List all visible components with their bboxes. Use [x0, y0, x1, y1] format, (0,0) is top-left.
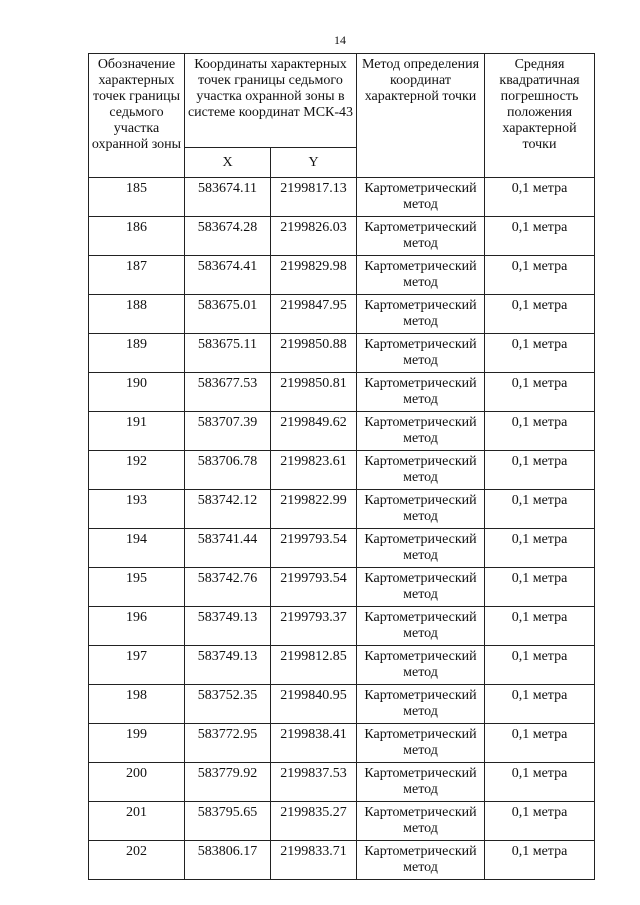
page-number: 14 [334, 33, 346, 47]
accuracy-cell: 0,1 метра [485, 607, 595, 646]
table-row [89, 373, 595, 412]
table-row [89, 295, 595, 334]
y-cell: 2199847.95 [271, 295, 357, 334]
point-id-cell: 197 [89, 646, 185, 685]
table-row [89, 568, 595, 607]
y-cell: 2199850.81 [271, 373, 357, 412]
method-cell: Картометрический метод [357, 607, 485, 646]
method-cell: Картометрический метод [357, 334, 485, 373]
x-cell: 583675.01 [185, 295, 271, 334]
point-id-cell: 189 [89, 334, 185, 373]
table-row [89, 256, 595, 295]
point-id-cell: 192 [89, 451, 185, 490]
point-id-cell: 191 [89, 412, 185, 451]
y-cell: 2199817.13 [271, 178, 357, 217]
y-cell: 2199812.85 [271, 646, 357, 685]
y-cell: 2199833.71 [271, 841, 357, 880]
method-cell: Картометрический метод [357, 217, 485, 256]
method-cell: Картометрический метод [357, 646, 485, 685]
accuracy-cell: 0,1 метра [485, 490, 595, 529]
table-row [89, 646, 595, 685]
accuracy-cell: 0,1 метра [485, 802, 595, 841]
x-cell: 583706.78 [185, 451, 271, 490]
accuracy-cell: 0,1 метра [485, 256, 595, 295]
x-cell: 583779.92 [185, 763, 271, 802]
y-cell: 2199837.53 [271, 763, 357, 802]
table-row [89, 685, 595, 724]
accuracy-cell: 0,1 метра [485, 373, 595, 412]
x-cell: 583752.35 [185, 685, 271, 724]
header-method: Метод определения координат характерной точки [357, 54, 485, 178]
x-cell: 583749.13 [185, 646, 271, 685]
y-cell: 2199793.54 [271, 568, 357, 607]
x-cell: 583742.12 [185, 490, 271, 529]
point-id-cell: 185 [89, 178, 185, 217]
method-cell: Картометрический метод [357, 724, 485, 763]
method-cell: Картометрический метод [357, 178, 485, 217]
y-cell: 2199822.99 [271, 490, 357, 529]
x-cell: 583707.39 [185, 412, 271, 451]
x-cell: 583806.17 [185, 841, 271, 880]
accuracy-cell: 0,1 метра [485, 412, 595, 451]
y-cell: 2199793.54 [271, 529, 357, 568]
point-id-cell: 187 [89, 256, 185, 295]
x-cell: 583674.41 [185, 256, 271, 295]
table-row [89, 334, 595, 373]
table-row [89, 607, 595, 646]
x-cell: 583674.28 [185, 217, 271, 256]
x-cell: 583741.44 [185, 529, 271, 568]
y-cell: 2199829.98 [271, 256, 357, 295]
y-cell: 2199849.62 [271, 412, 357, 451]
accuracy-cell: 0,1 метра [485, 763, 595, 802]
point-id-cell: 201 [89, 802, 185, 841]
method-cell: Картометрический метод [357, 529, 485, 568]
point-id-cell: 200 [89, 763, 185, 802]
table-row [89, 724, 595, 763]
accuracy-cell: 0,1 метра [485, 568, 595, 607]
y-cell: 2199826.03 [271, 217, 357, 256]
point-id-cell: 194 [89, 529, 185, 568]
header-x: X [185, 148, 271, 178]
table-row [89, 763, 595, 802]
accuracy-cell: 0,1 метра [485, 724, 595, 763]
y-cell: 2199823.61 [271, 451, 357, 490]
x-cell: 583675.11 [185, 334, 271, 373]
table-row [89, 529, 595, 568]
header-y: Y [271, 148, 357, 178]
x-cell: 583749.13 [185, 607, 271, 646]
method-cell: Картометрический метод [357, 451, 485, 490]
point-id-cell: 202 [89, 841, 185, 880]
point-id-cell: 193 [89, 490, 185, 529]
method-cell: Картометрический метод [357, 685, 485, 724]
x-cell: 583772.95 [185, 724, 271, 763]
method-cell: Картометрический метод [357, 490, 485, 529]
table-row [89, 412, 595, 451]
accuracy-cell: 0,1 метра [485, 217, 595, 256]
table-row [89, 217, 595, 256]
accuracy-cell: 0,1 метра [485, 685, 595, 724]
method-cell: Картометрический метод [357, 841, 485, 880]
method-cell: Картометрический метод [357, 373, 485, 412]
header-point-id: Обозначение характерных точек границы седьмого участка охранной зоны [89, 54, 185, 178]
method-cell: Картометрический метод [357, 763, 485, 802]
accuracy-cell: 0,1 метра [485, 529, 595, 568]
accuracy-cell: 0,1 метра [485, 178, 595, 217]
table-row [89, 841, 595, 880]
y-cell: 2199838.41 [271, 724, 357, 763]
x-cell: 583742.76 [185, 568, 271, 607]
x-cell: 583795.65 [185, 802, 271, 841]
point-id-cell: 196 [89, 607, 185, 646]
header-coordinates: Координаты характерных точек границы седьмого участка охранной зоны в системе координат МСК-43 [185, 54, 357, 148]
table-row [89, 451, 595, 490]
point-id-cell: 195 [89, 568, 185, 607]
table-row [89, 178, 595, 217]
point-id-cell: 198 [89, 685, 185, 724]
accuracy-cell: 0,1 метра [485, 841, 595, 880]
method-cell: Картометрический метод [357, 256, 485, 295]
point-id-cell: 188 [89, 295, 185, 334]
y-cell: 2199835.27 [271, 802, 357, 841]
coordinates-table [88, 53, 595, 880]
x-cell: 583677.53 [185, 373, 271, 412]
point-id-cell: 186 [89, 217, 185, 256]
method-cell: Картометрический метод [357, 802, 485, 841]
method-cell: Картометрический метод [357, 412, 485, 451]
header-accuracy: Средняя квадратичная погрешность положения характерной точки [485, 54, 595, 178]
y-cell: 2199850.88 [271, 334, 357, 373]
point-id-cell: 190 [89, 373, 185, 412]
y-cell: 2199793.37 [271, 607, 357, 646]
method-cell: Картометрический метод [357, 295, 485, 334]
method-cell: Картометрический метод [357, 568, 485, 607]
table-row [89, 490, 595, 529]
y-cell: 2199840.95 [271, 685, 357, 724]
x-cell: 583674.11 [185, 178, 271, 217]
accuracy-cell: 0,1 метра [485, 646, 595, 685]
point-id-cell: 199 [89, 724, 185, 763]
accuracy-cell: 0,1 метра [485, 334, 595, 373]
accuracy-cell: 0,1 метра [485, 451, 595, 490]
accuracy-cell: 0,1 метра [485, 295, 595, 334]
table-row [89, 802, 595, 841]
